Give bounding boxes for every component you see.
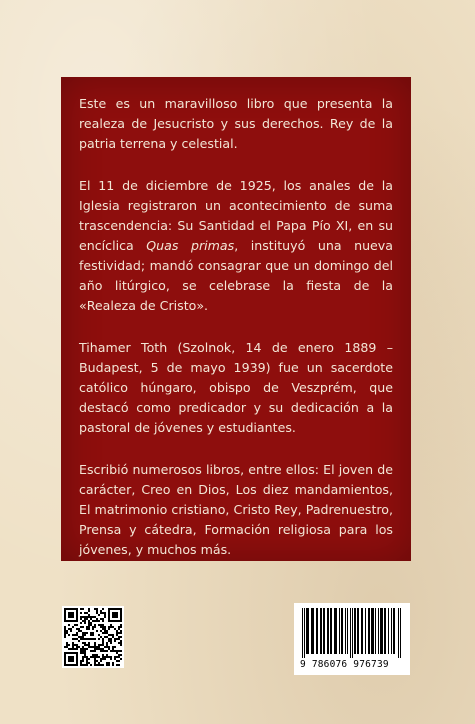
paragraph-history-before: El 11 de diciembre de 1925, los anales de la Iglesia registraron un acontecimiento de suma trascendencia: Su Santidad el Papa Pío XI, en su encíclica xyxy=(79,178,393,253)
paragraph-history-after: , instituyó una nueva festividad; mandó consagrar que un domingo del año litúrgico, se celebrase la fiesta de la «Realeza de Cristo». xyxy=(79,238,393,313)
paragraph-history xyxy=(79,176,393,316)
qr-code-icon[interactable] xyxy=(62,606,124,668)
description-text xyxy=(79,94,393,560)
encyclical-title: Quas primas xyxy=(146,238,235,253)
isbn-barcode xyxy=(294,603,410,675)
barcode-icon xyxy=(300,608,404,658)
paragraph-author-bio: Tihamer Toth (Szolnok, 14 de enero 1889 – Budapest, 5 de mayo 1939) fue un sacerdote católico húngaro, obispo de Veszprém, que destacó como predicador y su dedicación a la pastoral de jóvenes y estudiantes. xyxy=(79,340,393,435)
isbn-digits: 9 786076 976739 xyxy=(300,659,389,670)
paragraph-intro: Este es un maravilloso libro que presenta la realeza de Jesucristo y sus derechos. Rey de la patria terrena y celestial. xyxy=(79,96,393,151)
paragraph-works: Escribió numerosos libros, entre ellos: El joven de carácter, Creo en Dios, Los diez mandamientos, El matrimonio cristiano, Cristo Rey, Padrenuestro, Prensa y cátedra, Formación religiosa para los jóvenes, y muchos más. xyxy=(79,462,393,557)
description-panel xyxy=(61,77,411,561)
qr-code-graphic xyxy=(62,606,124,668)
